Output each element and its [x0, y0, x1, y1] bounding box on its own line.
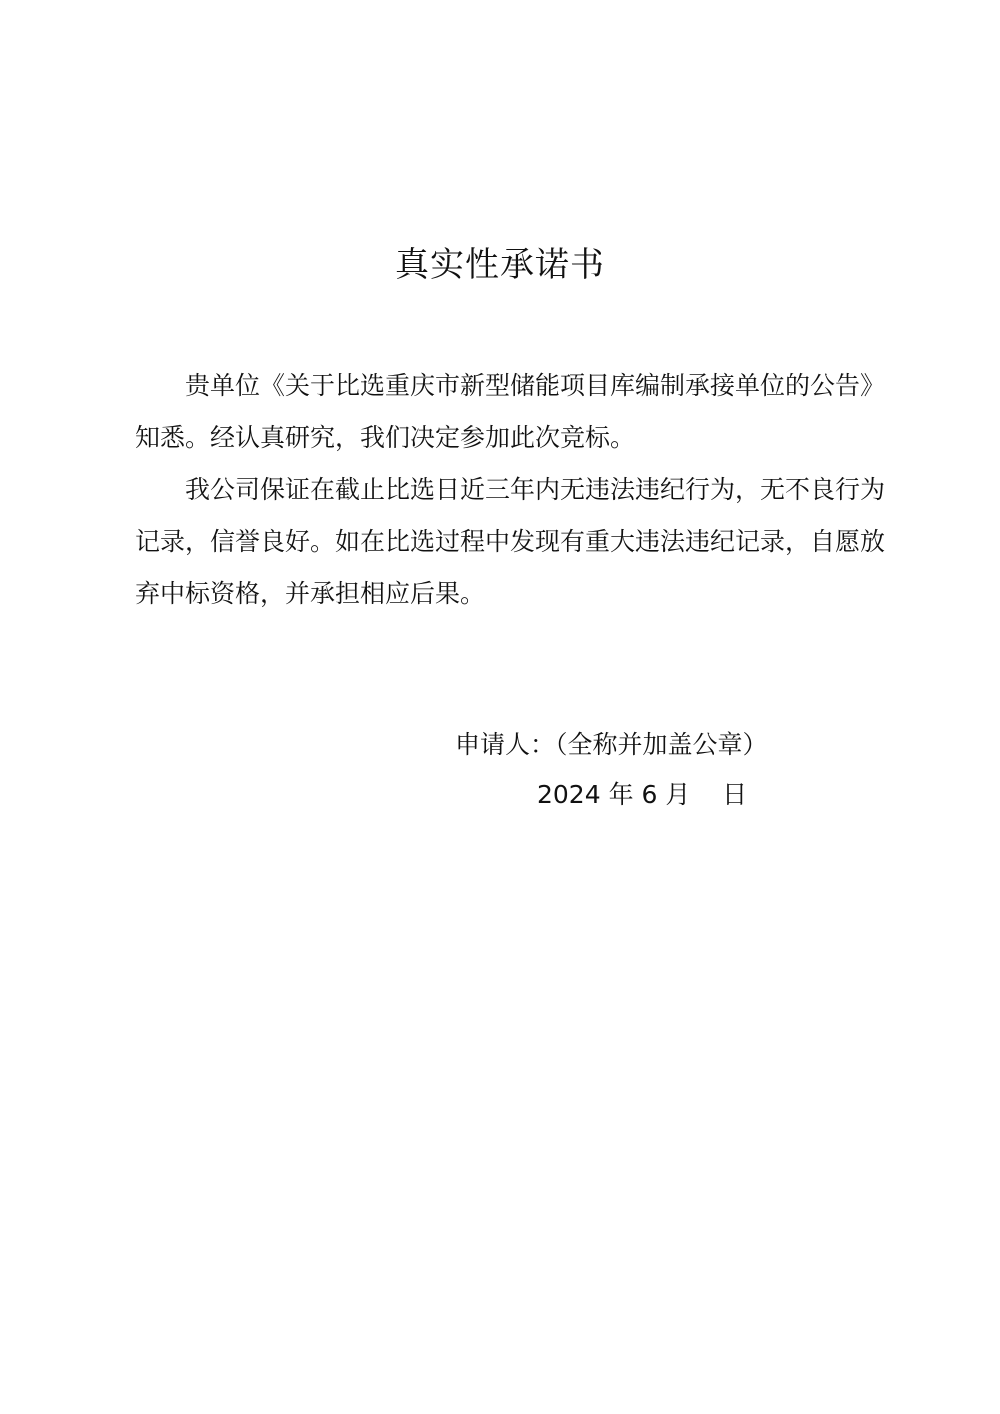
signature-block: [455, 720, 885, 820]
document-body: [135, 360, 885, 620]
paragraph-notice: 贵单位《关于比选重庆市新型储能项目库编制承接单位的公告》知悉。经认真研究，我们决定参加此次竞标。: [135, 371, 886, 452]
date-line: 2024 年 6 月 日: [537, 780, 748, 809]
paragraph-guarantee: 我公司保证在截止比选日近三年内无违法违纪行为，无不良行为记录，信誉良好。如在比选过程中发现有重大违法违纪记录，自愿放弃中标资格，并承担相应后果。: [135, 475, 886, 608]
document-title: 真实性承诺书: [395, 245, 605, 285]
applicant-line: 申请人：（全称并加盖公章）: [455, 730, 768, 759]
